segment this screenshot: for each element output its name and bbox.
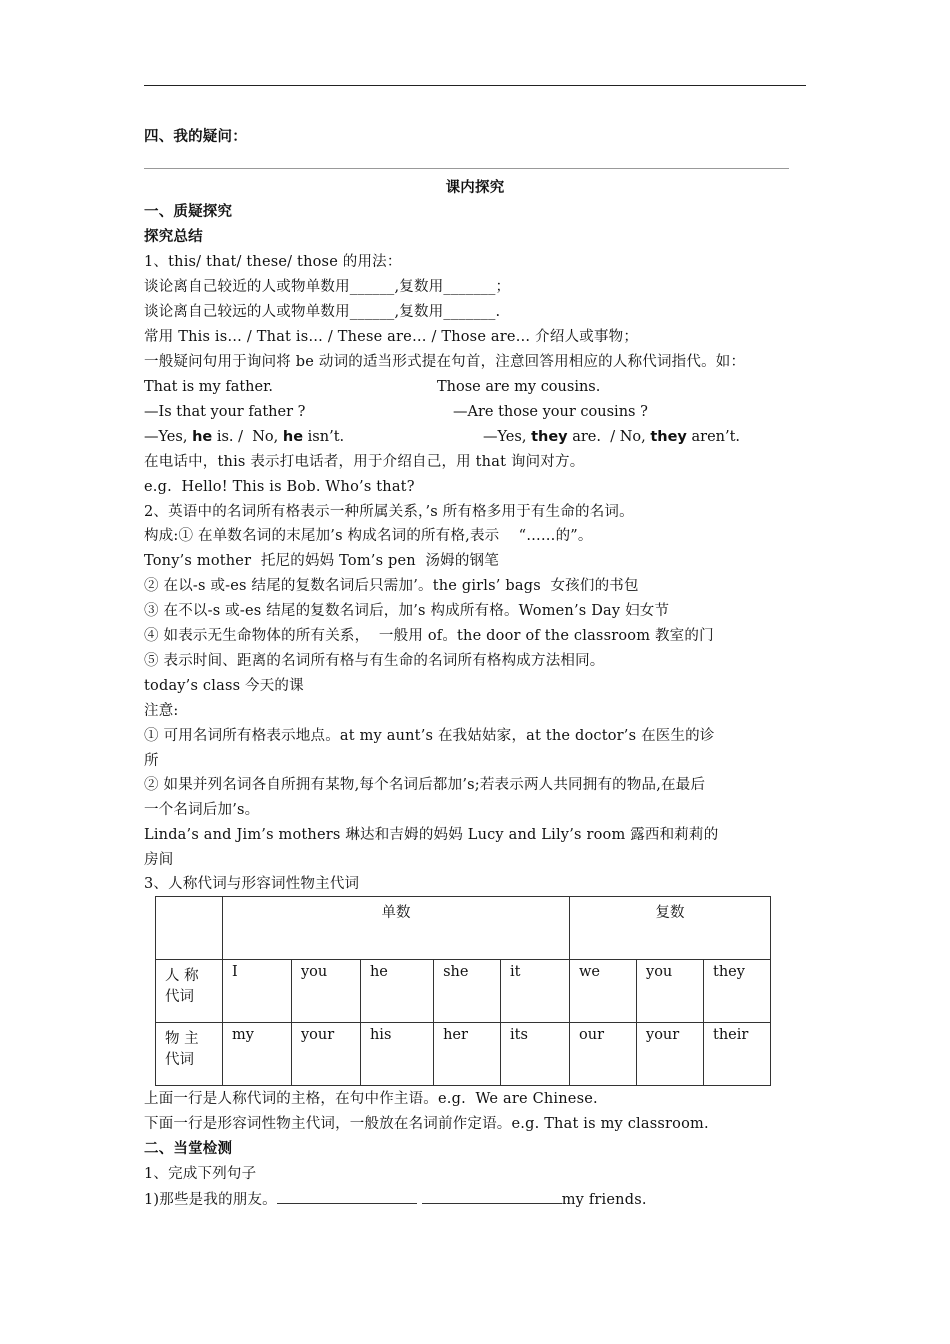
table-cell: they: [704, 960, 771, 1023]
table-cell: you: [637, 960, 704, 1023]
table-cell: our: [570, 1023, 637, 1086]
s2-note-2-example-a: Linda’s and Jim’s mothers 琳达和吉姆的妈妈 Lucy and Lily’s room 露西和莉莉的: [144, 827, 719, 843]
table-cell: her: [434, 1023, 501, 1086]
table-cell: its: [500, 1023, 569, 1086]
table-header-singular: 单数: [223, 897, 570, 960]
row-label-personal: 人 称 代词: [156, 960, 223, 1023]
table-cell: we: [570, 960, 637, 1023]
table-cell: your: [637, 1023, 704, 1086]
part-1-title: 一、质疑探究: [144, 204, 233, 220]
s1-general-question: 一般疑问句用于询问将 be 动词的适当形式提在句首，注意回答用相应的人称代词指代。如：: [144, 354, 746, 370]
table-cell: he: [360, 960, 433, 1023]
table-cell: you: [291, 960, 360, 1023]
s2-note: 注意:: [144, 703, 179, 719]
summary-title: 探究总结: [144, 229, 203, 245]
s2-rule-4: ④ 如表示无生命物体的所有关系， 一般用 of。the door of the classroom 教室的门: [144, 628, 714, 644]
example-a2: —Is that your father ?: [144, 404, 306, 420]
row-label-possessive: 物 主 代词: [156, 1023, 223, 1086]
table-corner-cell: [156, 897, 223, 960]
table-row-personal: [156, 960, 771, 1023]
s2-rule-5: ⑤ 表示时间、距离的名词所有格与有生命的名词所有格构成方法相同。: [144, 653, 605, 669]
s1-near: 谈论离自己较近的人或物单数用______,复数用_______；: [144, 279, 511, 295]
answer-blank-2[interactable]: [422, 1190, 562, 1204]
page-title: 课内探究: [445, 180, 505, 196]
table-header-row: [156, 897, 771, 960]
table-cell: she: [434, 960, 501, 1023]
table-header-plural: 复数: [570, 897, 771, 960]
answer-blank-1[interactable]: [277, 1190, 417, 1204]
table-cell: his: [360, 1023, 433, 1086]
s2-note-2b: 一个名词后加’s。: [144, 802, 260, 818]
table-row-possessive: [156, 1023, 771, 1086]
s2-note-2-example-b: 房间: [144, 852, 174, 868]
s2-note-1a: ① 可用名词所有格表示地点。at my aunt’s 在我姑姑家，at the doctor’s 在医生的诊: [144, 728, 715, 744]
s1-eg: e.g. Hello! This is Bob. Who’s that?: [144, 479, 415, 495]
part-2-title: 二、当堂检测: [144, 1141, 233, 1157]
table-cell: my: [223, 1023, 292, 1086]
table-cell: your: [291, 1023, 360, 1086]
s3-after-1: 上面一行是人称代词的主格，在句中作主语。e.g. We are Chinese.: [144, 1091, 598, 1107]
s1-common: 常用 This is… / That is… / These are… / Those are… 介绍人或事物；: [144, 329, 639, 345]
example-b2: —Are those your cousins ?: [453, 404, 648, 420]
table-cell: it: [500, 960, 569, 1023]
example-a1: That is my father.: [144, 379, 274, 395]
s2-rule-1-example: Tony’s mother 托尼的妈妈 Tom’s pen 汤姆的钢笔: [144, 553, 499, 569]
s3-after-2: 下面一行是形容词性物主代词，一般放在名词前作定语。e.g. That is my classroom.: [144, 1116, 709, 1132]
s2-note-1b: 所: [144, 753, 159, 769]
table-cell: I: [223, 960, 292, 1023]
section-4-title: 四、我的疑问：: [144, 129, 247, 145]
example-a3: —Yes, he is. / No, he isn’t.: [144, 429, 345, 445]
s1-heading: 1、this/ that/ these/ those 的用法：: [144, 254, 402, 270]
table-cell: their: [704, 1023, 771, 1086]
pronoun-table: [155, 896, 771, 1086]
test-question-1: 1)那些是我的朋友。 my friends.: [144, 1192, 647, 1208]
answer-line: [144, 168, 789, 169]
s2-rule-3: ③ 在不以-s 或-es 结尾的复数名词后，加’s 构成所有格。Women’s Day 妇女节: [144, 603, 670, 619]
s2-note-2a: ② 如果并列名词各自所拥有某物,每个名词后都加’s;若表示两人共同拥有的物品,在最后: [144, 777, 706, 793]
s2-rule-2: ② 在以-s 或-es 结尾的复数名词后只需加’。the girls’ bags 女孩们的书包: [144, 578, 639, 594]
s2-rule-1: 构成:① 在单数名词的末尾加’s 构成名词的所有格,表示 “……的”。: [144, 528, 593, 544]
top-rule: [144, 85, 806, 86]
s1-phone: 在电话中，this 表示打电话者，用于介绍自己，用 that 询问对方。: [144, 454, 585, 470]
test-heading: 1、完成下列句子: [144, 1166, 257, 1182]
s1-far: 谈论离自己较远的人或物单数用______,复数用_______.: [144, 304, 501, 320]
example-b1: Those are my cousins.: [437, 379, 601, 395]
example-b3: —Yes, they are. / No, they aren’t.: [483, 429, 741, 445]
s2-heading: 2、英语中的名词所有格表示一种所属关系，’s 所有格多用于有生命的名词。: [144, 504, 634, 520]
s2-rule-5-example: today’s class 今天的课: [144, 678, 304, 694]
s3-heading: 3、人称代词与形容词性物主代词: [144, 876, 360, 892]
